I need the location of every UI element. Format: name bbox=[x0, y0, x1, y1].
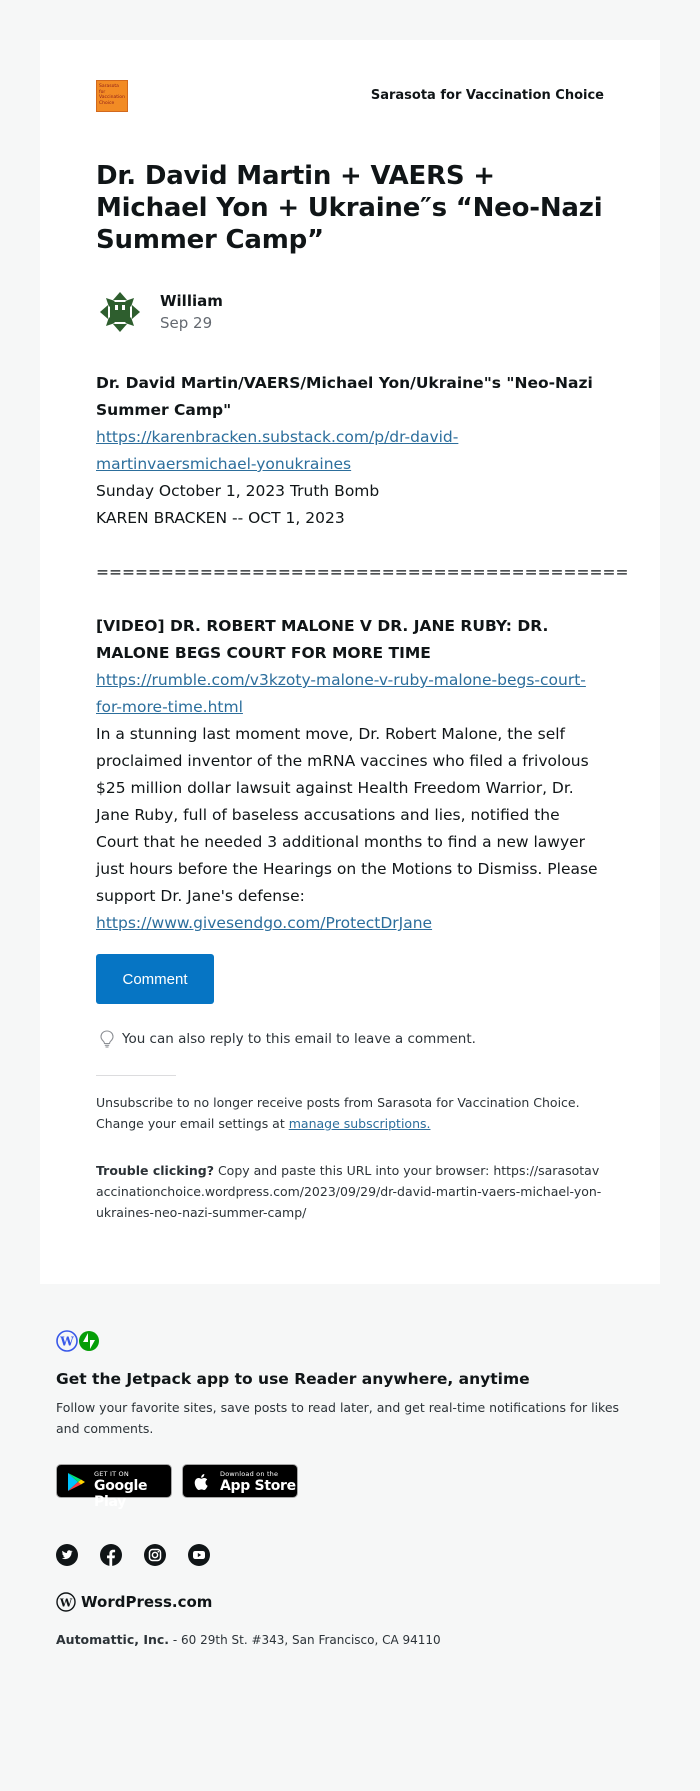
unsubscribe-text: Unsubscribe to no longer receive posts from Sarasota for Vaccination Choice. bbox=[96, 1095, 580, 1110]
svg-text:W: W bbox=[60, 1334, 74, 1349]
apple-big-text: App Store bbox=[220, 1478, 296, 1494]
comment-button[interactable]: Comment bbox=[96, 954, 214, 1004]
post-body bbox=[96, 370, 629, 937]
author-block bbox=[96, 288, 604, 338]
settings-text: Change your email settings at bbox=[96, 1116, 285, 1131]
unsubscribe-block bbox=[96, 1092, 604, 1134]
apple-small-text: Download on the bbox=[220, 1470, 279, 1478]
trouble-block bbox=[96, 1160, 604, 1223]
twitter-icon[interactable] bbox=[56, 1544, 78, 1566]
app-logos bbox=[56, 1330, 100, 1352]
post-title[interactable]: Dr. David Martin + VAERS + Michael Yon + Ukraine″s “Neo-Nazi Summer Camp” bbox=[96, 161, 603, 255]
google-play-button[interactable] bbox=[56, 1464, 172, 1510]
body-paragraph: In a stunning last moment move, Dr. Robert Malone, the self proclaimed inventor of the mRNA vaccines who filed a frivolous $25 million dollar lawsuit against Health Freedom Warrior, Dr. Jane Ruby, full of baseless accusations and lies, notified the Court that he needed 3 additional months to find a new lawyer just hours before the Hearings on the Motions to Dismiss. Please support Dr. Jane's defense: bbox=[96, 725, 598, 905]
substack-link[interactable]: https://karenbracken.substack.com/p/dr-david-martinvaersmichael-yonukraines bbox=[96, 428, 459, 473]
trouble-label: Trouble clicking? bbox=[96, 1163, 214, 1178]
app-store-button[interactable] bbox=[182, 1464, 298, 1498]
google-small-text: GET IT ON bbox=[94, 1470, 129, 1478]
facebook-icon[interactable] bbox=[100, 1544, 122, 1566]
wordpress-logo-icon bbox=[56, 1592, 76, 1612]
wordpress-com-link[interactable] bbox=[56, 1592, 212, 1612]
body-heading-1: Dr. David Martin/VAERS/Michael Yon/Ukraine"s "Neo-Nazi Summer Camp" bbox=[96, 374, 593, 419]
body-line-1: Sunday October 1, 2023 Truth Bomb bbox=[96, 482, 380, 500]
store-badges bbox=[56, 1464, 298, 1510]
youtube-icon[interactable] bbox=[188, 1544, 210, 1566]
apple-icon bbox=[192, 1472, 212, 1492]
svg-text:W: W bbox=[59, 1596, 73, 1610]
post-url: https://sarasotavaccinationchoice.wordpress.com/2023/09/29/dr-david-martin-vaers-michael-yon-ukraines-neo-nazi-summer-camp/ bbox=[96, 1163, 602, 1220]
body-heading-2: [VIDEO] DR. ROBERT MALONE V DR. JANE RUBY: DR. MALONE BEGS COURT FOR MORE TIME bbox=[96, 617, 549, 662]
google-big-text: Google Play bbox=[94, 1478, 148, 1510]
company-name: Automattic, Inc. bbox=[56, 1632, 170, 1647]
givesendgo-link[interactable]: https://www.givesendgo.com/ProtectDrJane bbox=[96, 914, 433, 932]
jetpack-description: Follow your favorite sites, save posts to read later, and get real-time notifications for likes and comments. bbox=[56, 1400, 620, 1436]
site-logo[interactable]: Sarasota for Vaccination Choice bbox=[96, 80, 128, 112]
address-text: - 60 29th St. #343, San Francisco, CA 94110 bbox=[172, 1633, 441, 1647]
reply-hint-text: You can also reply to this email to leave a comment. bbox=[122, 1031, 476, 1047]
author-name: William bbox=[160, 292, 223, 310]
reply-hint bbox=[100, 1030, 476, 1048]
trouble-text: Copy and paste this URL into your browser: bbox=[217, 1163, 490, 1178]
body-separator: ========================================= bbox=[96, 563, 629, 581]
author-avatar bbox=[96, 288, 144, 336]
instagram-icon[interactable] bbox=[144, 1544, 166, 1566]
email-card bbox=[40, 40, 660, 1284]
manage-subscriptions-link[interactable]: manage subscriptions. bbox=[288, 1116, 431, 1131]
wordpress-com-label: WordPress.com bbox=[81, 1593, 213, 1611]
jetpack-title: Get the Jetpack app to use Reader anywhere, anytime bbox=[56, 1370, 530, 1388]
lightbulb-icon bbox=[100, 1030, 114, 1048]
divider bbox=[96, 1075, 176, 1076]
rumble-link[interactable]: https://rumble.com/v3kzoty-malone-v-ruby-malone-begs-court-for-more-time.html bbox=[96, 671, 586, 716]
jetpack-icon bbox=[78, 1330, 100, 1352]
post-date: Sep 29 bbox=[160, 314, 213, 332]
company-address bbox=[56, 1632, 441, 1647]
email-header bbox=[96, 80, 604, 112]
body-line-2: KAREN BRACKEN -- OCT 1, 2023 bbox=[96, 509, 345, 527]
social-links bbox=[56, 1544, 210, 1566]
google-play-icon bbox=[66, 1472, 86, 1492]
site-name[interactable]: Sarasota for Vaccination Choice bbox=[370, 88, 604, 103]
wordpress-icon bbox=[56, 1330, 78, 1352]
